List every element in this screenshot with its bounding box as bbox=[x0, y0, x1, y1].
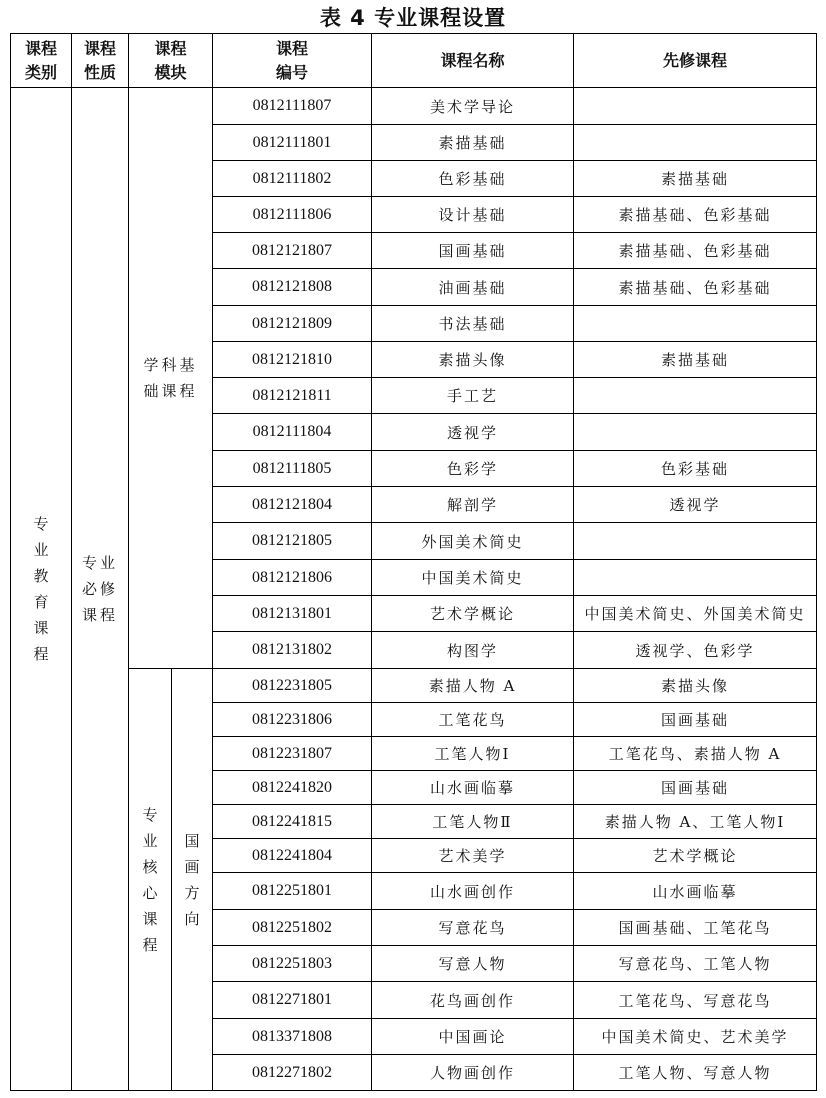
prerequisite bbox=[574, 523, 817, 560]
course-code: 0812121809 bbox=[213, 306, 372, 342]
course-code: 0812251803 bbox=[213, 946, 372, 982]
module-core-label: 专业核心课程 bbox=[142, 805, 158, 954]
course-code: 0812111806 bbox=[213, 197, 372, 233]
table-row bbox=[11, 88, 817, 125]
course-code: 0812111807 bbox=[213, 88, 372, 125]
prerequisite: 素描基础、色彩基础 bbox=[574, 269, 817, 306]
prerequisite: 国画基础 bbox=[574, 771, 817, 805]
prerequisite: 透视学、色彩学 bbox=[574, 632, 817, 669]
course-name: 素描头像 bbox=[372, 342, 574, 378]
course-code: 0812111801 bbox=[213, 125, 372, 161]
prerequisite: 素描人物 A、工笔人物Ⅰ bbox=[574, 805, 817, 839]
course-name: 美术学导论 bbox=[372, 88, 574, 125]
course-name: 外国美术简史 bbox=[372, 523, 574, 560]
prerequisite: 工笔花鸟、写意花鸟 bbox=[574, 982, 817, 1019]
prerequisite bbox=[574, 306, 817, 342]
course-name: 色彩基础 bbox=[372, 161, 574, 197]
course-name: 工笔花鸟 bbox=[372, 703, 574, 737]
prerequisite: 中国美术简史、外国美术简史 bbox=[574, 596, 817, 632]
direction-cell bbox=[172, 669, 213, 1091]
course-name: 写意花鸟 bbox=[372, 910, 574, 946]
course-code: 0812121804 bbox=[213, 487, 372, 523]
prerequisite: 素描基础 bbox=[574, 161, 817, 197]
course-name: 花鸟画创作 bbox=[372, 982, 574, 1019]
header-prereq: 先修课程 bbox=[574, 34, 817, 88]
header-code: 课程 编号 bbox=[213, 34, 372, 88]
prerequisite bbox=[574, 125, 817, 161]
course-code: 0812111805 bbox=[213, 451, 372, 487]
category-cell bbox=[11, 88, 72, 1091]
course-name: 油画基础 bbox=[372, 269, 574, 306]
course-name: 透视学 bbox=[372, 414, 574, 451]
course-code: 0812271801 bbox=[213, 982, 372, 1019]
course-name: 山水画临摹 bbox=[372, 771, 574, 805]
course-name: 手工艺 bbox=[372, 378, 574, 414]
course-code: 0812271802 bbox=[213, 1055, 372, 1091]
course-name: 人物画创作 bbox=[372, 1055, 574, 1091]
course-code: 0812231806 bbox=[213, 703, 372, 737]
category-label: 专业教育课程 bbox=[33, 515, 49, 663]
course-name: 山水画创作 bbox=[372, 873, 574, 910]
course-name: 艺术美学 bbox=[372, 839, 574, 873]
course-code: 0812121807 bbox=[213, 233, 372, 269]
prerequisite: 素描头像 bbox=[574, 669, 817, 703]
prerequisite: 工笔人物、写意人物 bbox=[574, 1055, 817, 1091]
course-name: 工笔人物Ⅱ bbox=[372, 805, 574, 839]
course-name: 中国画论 bbox=[372, 1019, 574, 1055]
course-code: 0812231807 bbox=[213, 737, 372, 771]
prerequisite bbox=[574, 414, 817, 451]
course-code: 0813371808 bbox=[213, 1019, 372, 1055]
course-code: 0812121808 bbox=[213, 269, 372, 306]
course-code: 0812231805 bbox=[213, 669, 372, 703]
table-row bbox=[11, 669, 817, 703]
course-name: 写意人物 bbox=[372, 946, 574, 982]
course-name: 解剖学 bbox=[372, 487, 574, 523]
prerequisite bbox=[574, 378, 817, 414]
header-module: 课程 模块 bbox=[129, 34, 213, 88]
prerequisite bbox=[574, 88, 817, 125]
course-name: 设计基础 bbox=[372, 197, 574, 233]
course-name: 中国美术简史 bbox=[372, 560, 574, 596]
prerequisite: 山水画临摹 bbox=[574, 873, 817, 910]
course-code: 0812111802 bbox=[213, 161, 372, 197]
course-name: 素描人物 A bbox=[372, 669, 574, 703]
course-code: 0812251801 bbox=[213, 873, 372, 910]
module-basic-line: 础课程 bbox=[143, 382, 198, 400]
prerequisite: 素描基础 bbox=[574, 342, 817, 378]
course-name: 国画基础 bbox=[372, 233, 574, 269]
course-name: 构图学 bbox=[372, 632, 574, 669]
course-table bbox=[10, 33, 817, 1091]
prerequisite: 国画基础 bbox=[574, 703, 817, 737]
course-name: 素描基础 bbox=[372, 125, 574, 161]
course-name: 艺术学概论 bbox=[372, 596, 574, 632]
course-code: 0812121810 bbox=[213, 342, 372, 378]
prerequisite: 素描基础、色彩基础 bbox=[574, 233, 817, 269]
course-code: 0812131801 bbox=[213, 596, 372, 632]
header-row bbox=[11, 34, 817, 88]
module-basic-line: 学科基 bbox=[143, 356, 198, 374]
nature-label-line: 必修 bbox=[81, 580, 118, 598]
course-name: 色彩学 bbox=[372, 451, 574, 487]
course-code: 0812241804 bbox=[213, 839, 372, 873]
course-name: 工笔人物Ⅰ bbox=[372, 737, 574, 771]
course-code: 0812251802 bbox=[213, 910, 372, 946]
nature-cell bbox=[72, 88, 129, 1091]
nature-label-line: 专业 bbox=[81, 554, 118, 572]
prerequisite: 工笔花鸟、素描人物 A bbox=[574, 737, 817, 771]
prerequisite: 中国美术简史、艺术美学 bbox=[574, 1019, 817, 1055]
course-code: 0812241815 bbox=[213, 805, 372, 839]
direction-label: 国画方向 bbox=[184, 831, 200, 928]
course-code: 0812121811 bbox=[213, 378, 372, 414]
prerequisite: 写意花鸟、工笔人物 bbox=[574, 946, 817, 982]
prerequisite bbox=[574, 560, 817, 596]
module-core-cell bbox=[129, 669, 172, 1091]
course-code: 0812121805 bbox=[213, 523, 372, 560]
course-code: 0812121806 bbox=[213, 560, 372, 596]
table-title: 表 4 专业课程设置 bbox=[319, 6, 507, 30]
prerequisite: 艺术学概论 bbox=[574, 839, 817, 873]
module-basic-cell bbox=[129, 88, 213, 669]
header-name: 课程名称 bbox=[372, 34, 574, 88]
prerequisite: 国画基础、工笔花鸟 bbox=[574, 910, 817, 946]
prerequisite: 透视学 bbox=[574, 487, 817, 523]
course-code: 0812111804 bbox=[213, 414, 372, 451]
nature-label-line: 课程 bbox=[81, 606, 118, 624]
prerequisite: 色彩基础 bbox=[574, 451, 817, 487]
header-nature: 课程 性质 bbox=[72, 34, 129, 88]
course-code: 0812131802 bbox=[213, 632, 372, 669]
course-name: 书法基础 bbox=[372, 306, 574, 342]
prerequisite: 素描基础、色彩基础 bbox=[574, 197, 817, 233]
course-code: 0812241820 bbox=[213, 771, 372, 805]
header-category: 课程 类别 bbox=[11, 34, 72, 88]
